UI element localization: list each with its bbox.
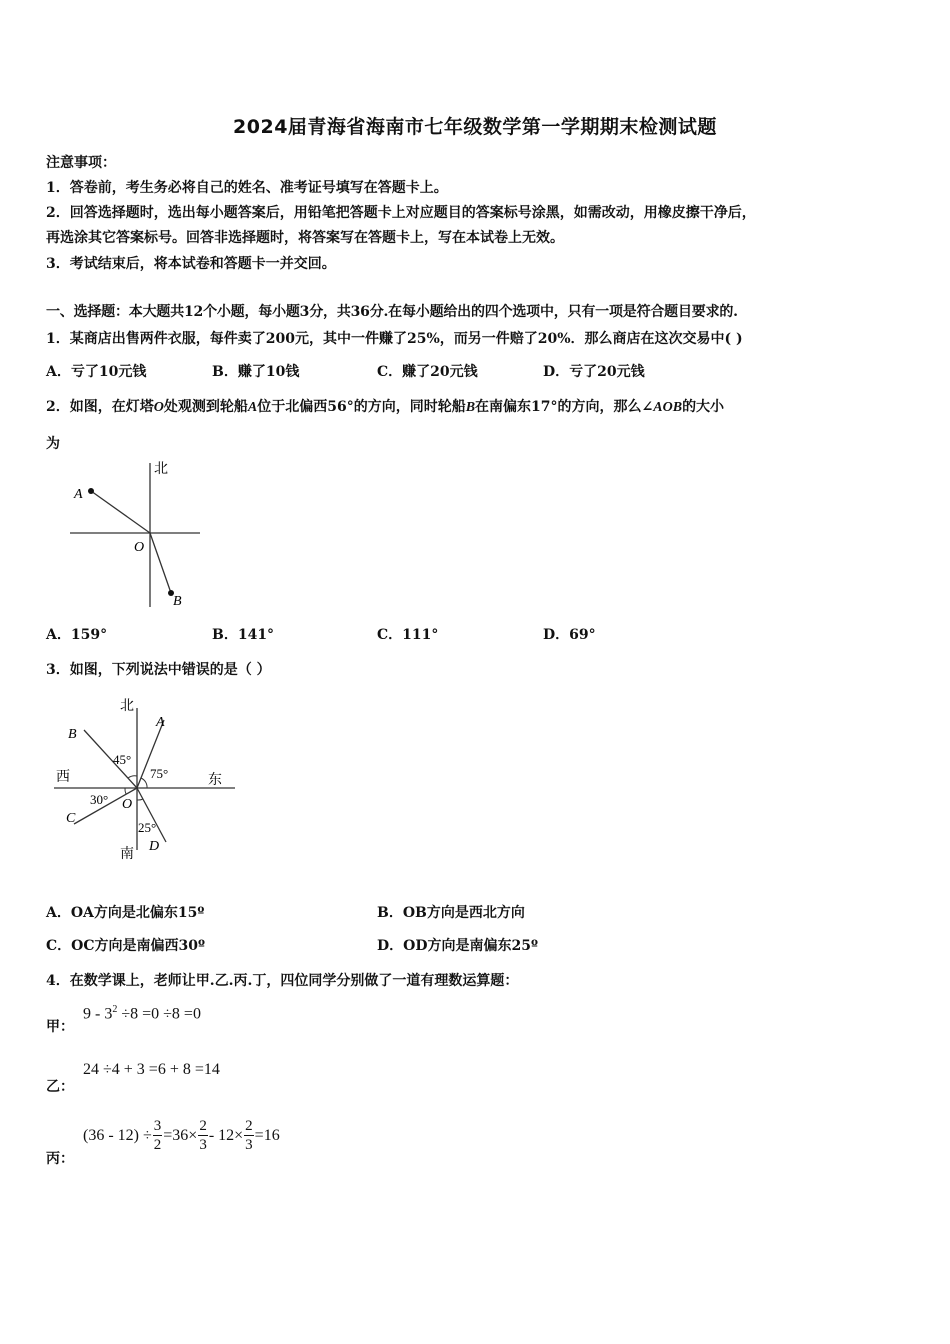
q2-option-b: B．141°: [212, 627, 275, 643]
q3-label-b: B: [68, 727, 77, 742]
q4-bing-p2: =36×: [163, 1127, 198, 1144]
q4-bing-frac-2-num: 2: [199, 1118, 207, 1134]
q4-bing-label: 丙：: [46, 1151, 74, 1167]
q4-jia-expr-a: 9 - 3: [83, 1005, 113, 1023]
q2-var-aob: AOB: [653, 400, 683, 415]
q4-jia-expr: [83, 1004, 201, 1023]
q4-bing-frac-2: [198, 1119, 208, 1153]
notice-item-1: 1．答卷前，考生务必将自己的姓名、准考证号填写在答题卡上。: [46, 180, 448, 196]
q3-label-west: 西: [56, 770, 70, 785]
q3-label-75: 75°: [150, 766, 169, 781]
q2-ray-oa: [91, 491, 150, 533]
q3-arc-30: [125, 788, 126, 794]
q2-option-c: C．111°: [377, 627, 439, 643]
q2-stem-part: 的大小: [682, 399, 725, 415]
q4-stem: 4．在数学课上，老师让甲.乙.丙.丁，四位同学分别做了一道有理数运算题：: [46, 973, 519, 989]
q4-jia-sup: 2: [112, 1004, 118, 1015]
q4-bing-frac-1: [153, 1119, 163, 1153]
q3-arc-75: [141, 778, 147, 788]
q2-option-a: A．159°: [46, 627, 108, 643]
q2-figure: [60, 455, 210, 615]
q3-label-25: 25°: [138, 820, 157, 835]
q2-ray-ob: [150, 533, 171, 593]
q3-label-30: 30°: [90, 792, 109, 807]
q4-bing-frac-1-den: 2: [153, 1137, 162, 1153]
q3-option-a: A．OA方向是北偏东15º: [46, 905, 205, 921]
q4-yi-label: 乙：: [46, 1079, 74, 1095]
q4-bing-expr: [83, 1119, 280, 1153]
q4-bing-p4: =16: [254, 1127, 280, 1144]
q1-option-b: B．赚了10钱: [212, 364, 300, 380]
q4-bing-frac-3-den: 3: [245, 1137, 253, 1153]
q3-label-north: 北: [120, 699, 134, 714]
q3-label-o: O: [122, 797, 133, 812]
q4-bing-frac-1-num: 3: [153, 1118, 162, 1134]
q4-jia-label: 甲：: [46, 1019, 74, 1035]
notice-item-2-cont: 再选涂其它答案标号。回答非选择题时，将答案写在答题卡上，写在本试卷上无效。: [46, 230, 564, 246]
q2-stem-part: 位于北偏西56°的方向，同时轮船: [257, 399, 466, 415]
q2-stem-part: 在南偏东17°的方向，那么∠: [475, 399, 654, 415]
q3-label-a: A: [156, 715, 165, 730]
q1-option-c: C．赚了20元钱: [377, 364, 478, 380]
notice-item-3: 3．考试结束后，将本试卷和答题卡一并交回。: [46, 256, 336, 272]
q3-figure: [50, 690, 250, 870]
q2-option-d: D．69°: [543, 627, 596, 643]
q2-stem-cont: 为: [46, 436, 60, 452]
q3-label-c: C: [66, 811, 76, 826]
q2-stem-part: 处观测到轮船: [163, 399, 248, 415]
q3-option-d: D．OD方向是南偏东25º: [377, 938, 538, 954]
q2-stem: [46, 396, 724, 416]
page-title: 2024届青海省海南市七年级数学第一学期期末检测试题: [233, 116, 717, 138]
q2-label-b: B: [173, 594, 182, 609]
q2-stem-part: 2．如图，在灯塔: [46, 399, 154, 415]
q3-option-b: B．OB方向是西北方向: [377, 905, 525, 921]
q3-stem: 3．如图，下列说法中错误的是（ ）: [46, 662, 271, 678]
notice-heading: 注意事项：: [46, 155, 116, 171]
q4-bing-p3: - 12×: [208, 1127, 244, 1144]
notice-item-2: 2．回答选择题时，选出每小题答案后，用铅笔把答题卡上对应题目的答案标号涂黑，如需改动，用橡皮擦干净后，: [46, 205, 756, 221]
q1-stem: 1．某商店出售两件衣服，每件卖了200元，其中一件赚了25%，而另一件赔了20%．那么商店在这次交易中( ): [46, 331, 743, 347]
q4-bing-frac-2-den: 3: [199, 1137, 207, 1153]
q4-bing-frac-3: [244, 1119, 254, 1153]
q2-point-a: [88, 488, 94, 494]
q2-var-b: B: [465, 400, 476, 415]
q3-arc-25: [137, 799, 143, 800]
q4-jia-expr-b: ÷8 =0 ÷8 =0: [117, 1005, 201, 1023]
q2-label-a: A: [74, 487, 83, 502]
q2-label-o: O: [134, 540, 145, 555]
q2-label-north: 北: [154, 462, 168, 477]
q2-var-o: O: [153, 400, 164, 415]
section-heading: 一、选择题：本大题共12个小题，每小题3分，共36分.在每小题给出的四个选项中，只有一项是符合题目要求的.: [46, 304, 738, 320]
q3-option-c: C．OC方向是南偏西30º: [46, 938, 205, 954]
q3-label-south: 南: [120, 847, 134, 862]
q3-label-east: 东: [208, 773, 222, 788]
q4-bing-frac-3-num: 2: [245, 1118, 253, 1134]
q3-label-d: D: [149, 839, 160, 854]
q3-arc-45: [128, 776, 137, 778]
q2-var-a: A: [247, 400, 258, 415]
q4-bing-p1: (36 - 12) ÷: [83, 1127, 152, 1144]
q4-yi-expr: 24 ÷4 + 3 =6 + 8 =14: [83, 1061, 220, 1078]
q1-option-d: D．亏了20元钱: [543, 364, 645, 380]
q3-label-45: 45°: [113, 752, 132, 767]
q1-option-a: A．亏了10元钱: [46, 364, 147, 380]
